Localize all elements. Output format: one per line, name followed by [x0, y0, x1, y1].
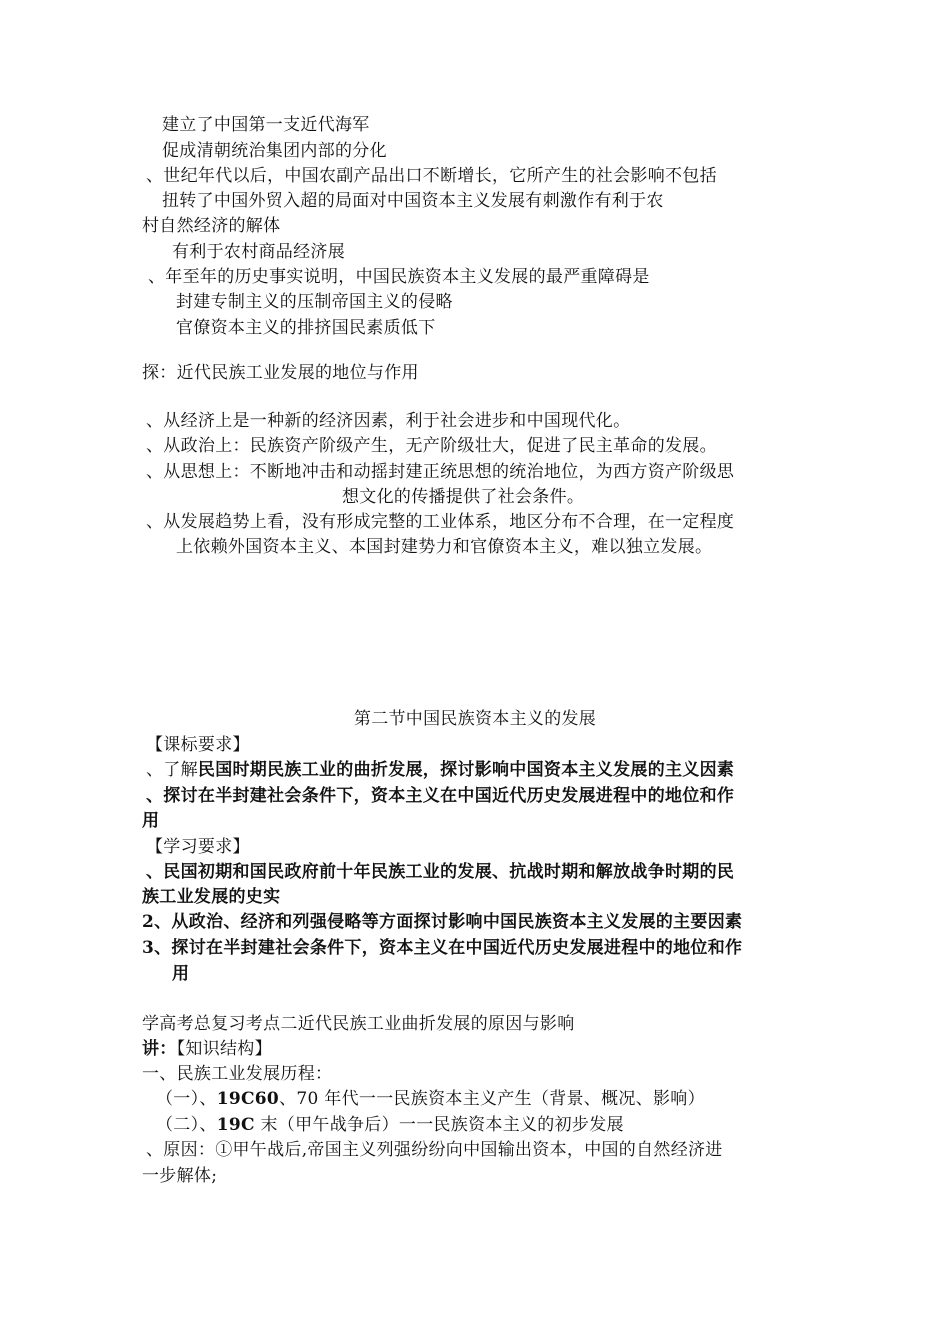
top-line-9: 官僚资本主义的排挤国民素质低下 — [176, 318, 436, 338]
section-title: 第二节中国民族资本主义的发展 — [353, 709, 597, 729]
study-requirement-1a: 、民国初期和国民政府前十年民族工业的发展、抗战时期和解放战争时期的民 — [146, 862, 735, 882]
lecture-prefix: 讲： — [142, 1039, 177, 1059]
history-item-1 — [156, 1088, 705, 1110]
course-requirements-header: 【课标要求】 — [146, 735, 250, 755]
lecture-line — [142, 1038, 272, 1060]
explore-title: 探：近代民族工业发展的地位与作用 — [142, 363, 419, 383]
explore-point-3a: 、从思想上：不断地冲击和动摇封建正统思想的统治地位，为西方资产阶级思 — [146, 462, 735, 482]
course-requirement-1-bold: 民国时期民族工业的曲折发展，探讨影响中国资本主义发展的主义因素 — [197, 760, 735, 780]
top-line-2: 促成清朝统治集团内部的分化 — [162, 141, 387, 161]
explore-point-4a: 、从发展趋势上看，没有形成完整的工业体系，地区分布不合理，在一定程度 — [146, 512, 735, 532]
history-heading: 一、民族工业发展历程： — [142, 1064, 333, 1084]
history-item-1-text: 、70 年代一一民族资本主义产生（背景、概况、影响） — [279, 1089, 705, 1109]
study-requirement-2: 2、从政治、经济和列强侵略等方面探讨影响中国民族资本主义发展的主要因素 — [142, 912, 743, 932]
explore-point-2: 、从政治上：民族资产阶级产生，无产阶级壮大，促进了民主革命的发展。 — [146, 436, 717, 456]
top-line-5: 村自然经济的解体 — [142, 216, 281, 236]
study-requirement-1b: 族工业发展的史实 — [142, 887, 281, 907]
history-item-2-label: （二）、 — [156, 1115, 217, 1135]
history-item-1-label: （一）、 — [156, 1089, 217, 1109]
history-item-2-text: 末（甲午战争后）一一民族资本主义的初步发展 — [254, 1115, 624, 1135]
reason-line-2: 一步解体; — [142, 1166, 218, 1186]
history-item-2 — [156, 1114, 624, 1136]
study-requirement-3b: 用 — [172, 964, 190, 984]
explore-point-1: 、从经济上是一种新的经济因素，利于社会进步和中国现代化。 — [146, 411, 631, 431]
review-title: 学高考总复习考点二近代民族工业曲折发展的原因与影响 — [142, 1014, 575, 1034]
course-requirement-2a: 、探讨在半封建社会条件下，资本主义在中国近代历史发展进程中的地位和作 — [146, 786, 735, 806]
course-requirement-1 — [146, 759, 734, 781]
top-line-1: 建立了中国第一支近代海军 — [162, 115, 370, 135]
explore-point-3b: 想文化的传播提供了社会条件。 — [342, 487, 585, 507]
course-requirement-2b: 用 — [142, 811, 160, 831]
top-line-8: 封建专制主义的压制帝国主义的侵略 — [176, 292, 453, 312]
history-item-1-period: 19C60 — [216, 1089, 280, 1109]
top-line-7: 、年至年的历史事实说明，中国民族资本主义发展的最严重障碍是 — [148, 267, 650, 287]
reason-line-1: 、原因：①甲午战后,帝国主义列强纷纷向中国输出资本，中国的自然经济进 — [146, 1140, 723, 1160]
top-line-6: 有利于农村商品经济展 — [172, 242, 345, 262]
top-line-3: 、世纪年代以后，中国农副产品出口不断增长，它所产生的社会影响不包括 — [146, 166, 717, 186]
course-requirement-1-prefix: 、了解 — [146, 760, 198, 780]
study-requirements-header: 【学习要求】 — [146, 837, 250, 857]
top-line-4: 扭转了中国外贸入超的局面对中国资本主义发展有刺激作有利于农 — [162, 191, 664, 211]
study-requirement-3a: 3、探讨在半封建社会条件下，资本主义在中国近代历史发展进程中的地位和作 — [142, 938, 743, 958]
knowledge-structure-header: 【知识结构】 — [176, 1039, 272, 1059]
history-item-2-period: 19C — [216, 1115, 255, 1135]
explore-point-4b: 上依赖外国资本主义、本国封建势力和官僚资本主义，难以独立发展。 — [176, 537, 713, 557]
